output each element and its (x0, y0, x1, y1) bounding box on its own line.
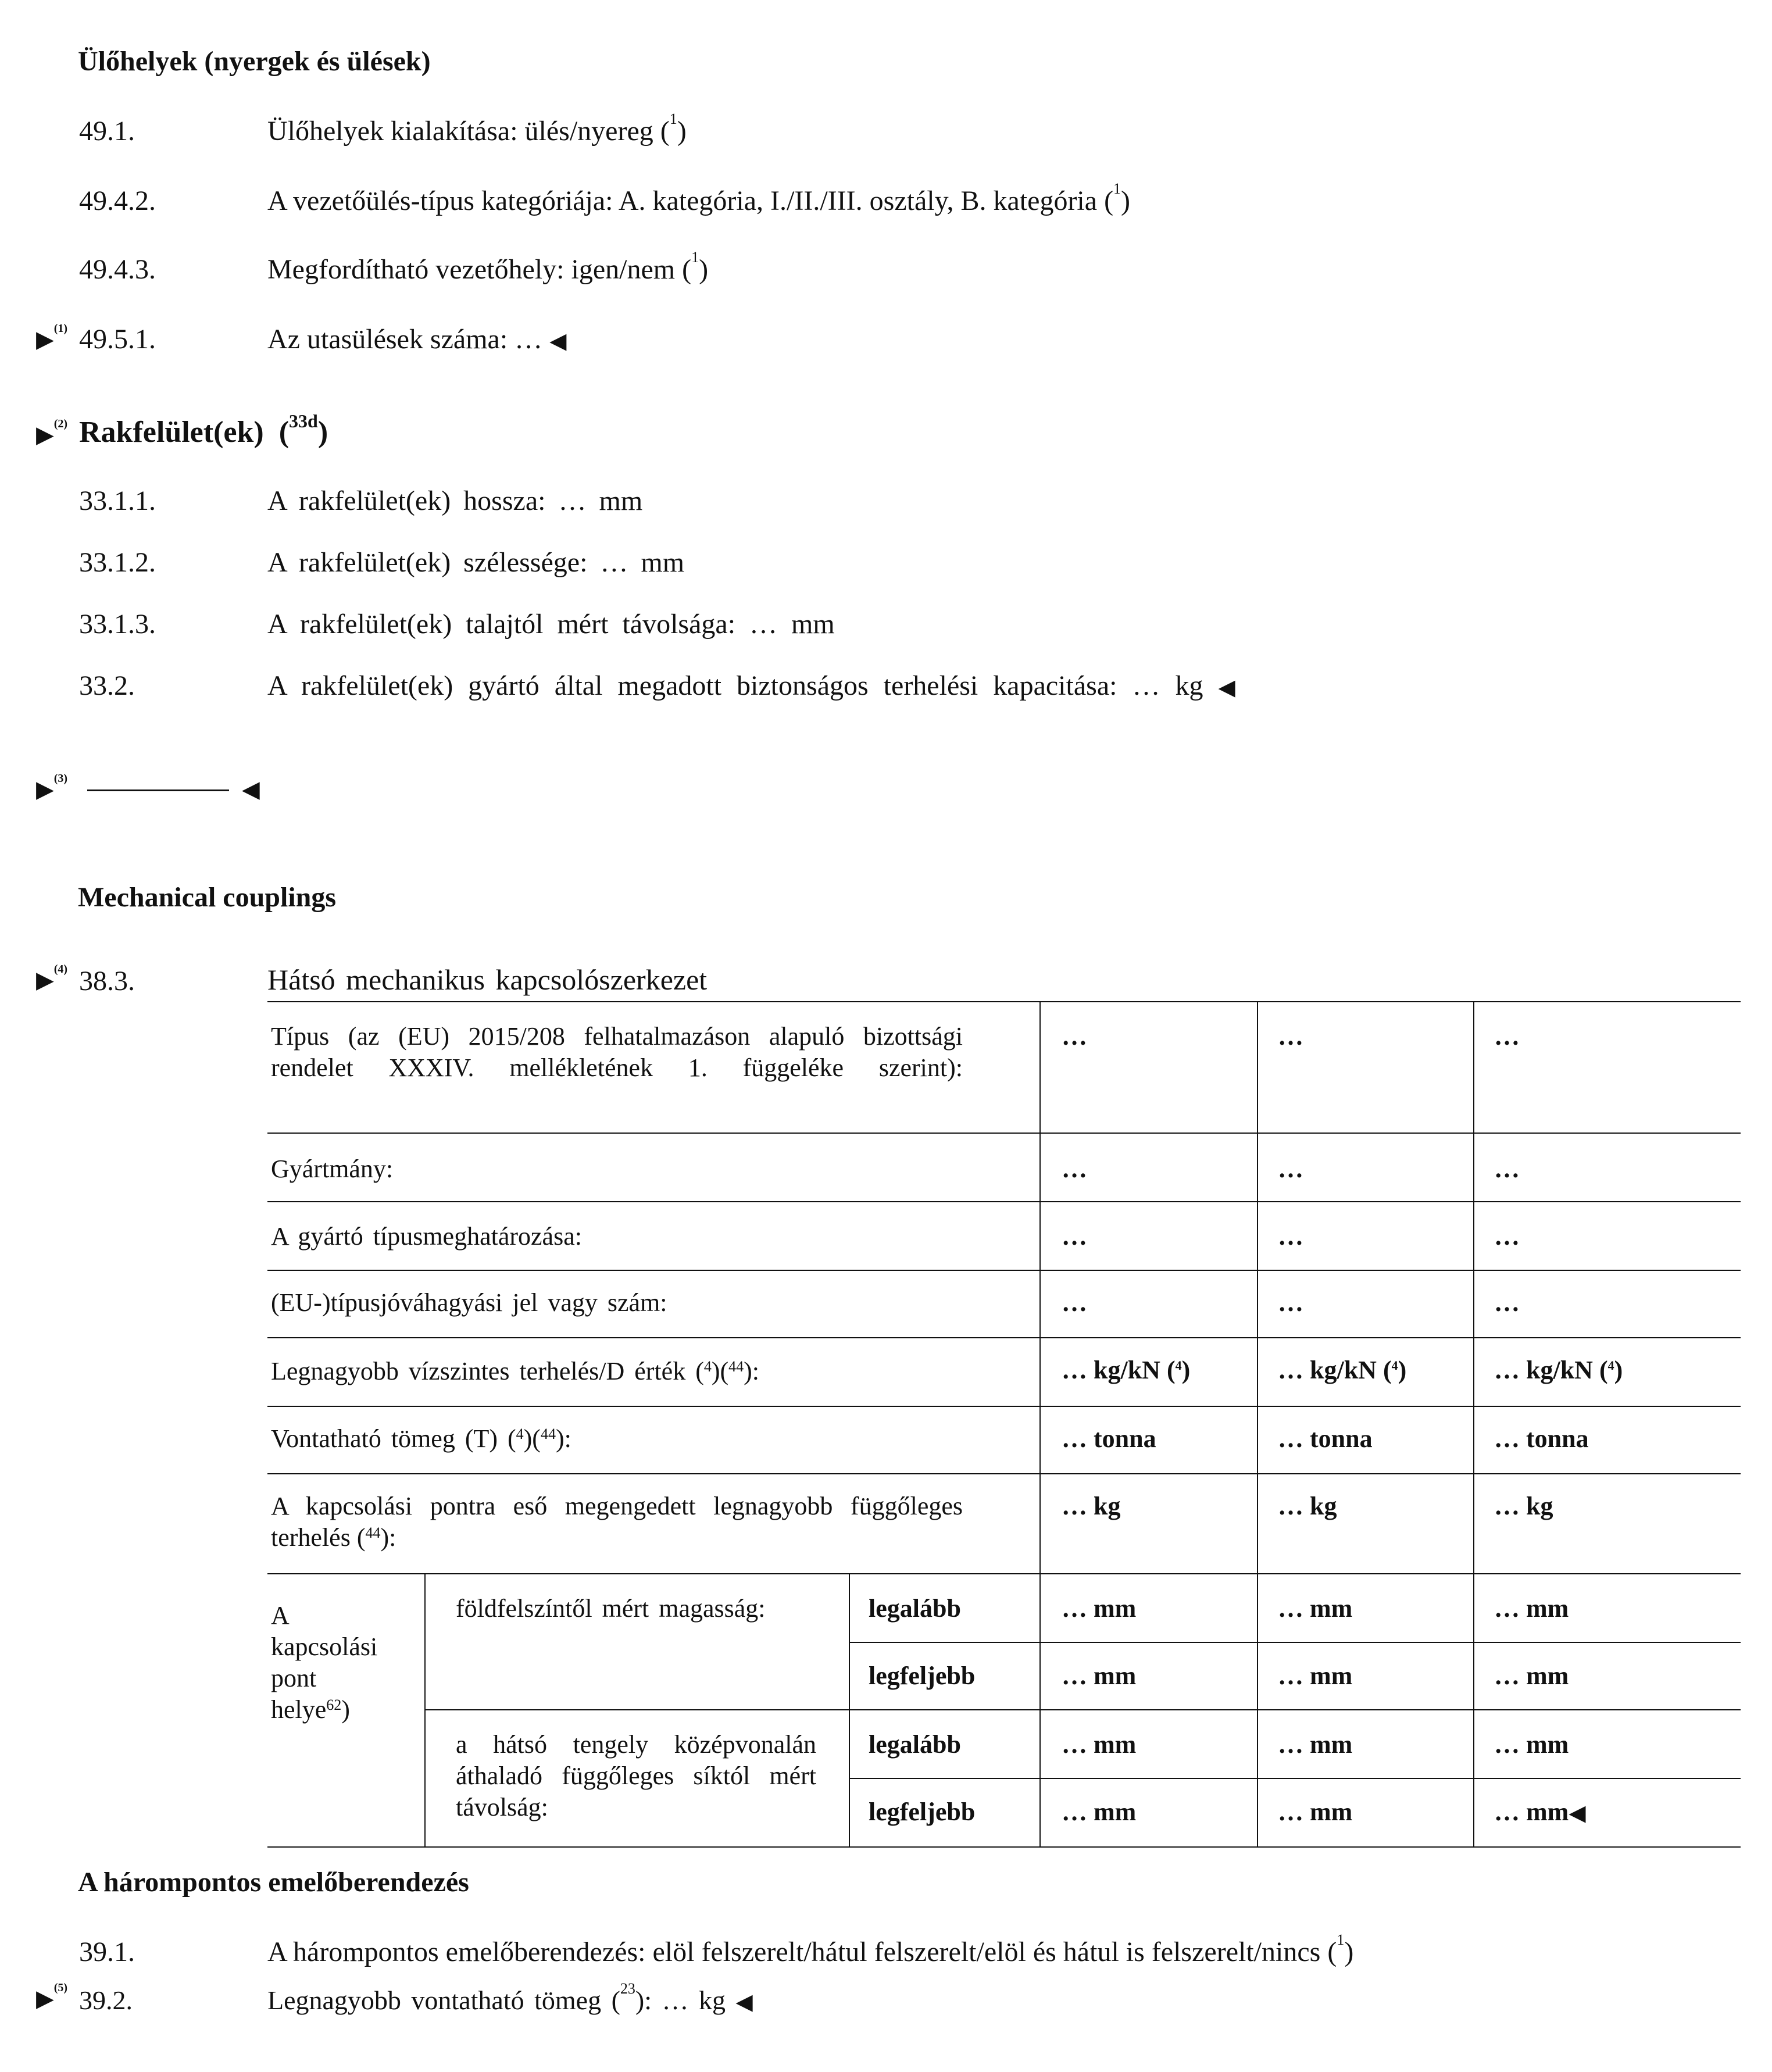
table-cell: … kg/kN ($^4$) (1278, 1356, 1407, 1384)
table-cell: … (1062, 1155, 1087, 1183)
table-row-label: Gyártmány: (271, 1155, 394, 1183)
table-cell: … mm (1494, 1594, 1569, 1623)
item-text: A rakfelület(ek) szélessége: … mm (267, 547, 685, 578)
amendment-marker: ▶$^{(5)}$ (36, 1981, 68, 2012)
end-marker: ◀ (549, 329, 567, 353)
table-cell: … (1494, 1022, 1520, 1051)
table-row-label: A kapcsolási pontra eső megengedett legnagyobb függőleges terhelés ($^{44}$): (271, 1492, 963, 1552)
min-label: legalább (869, 1594, 961, 1623)
height-label: földfelszíntől mért magasság: (456, 1594, 766, 1623)
table-cell: … kg (1278, 1492, 1337, 1520)
item-text: A rakfelület(ek) talajtól mért távolsága: … mm (267, 609, 835, 640)
item-text: A hárompontos emelőberendezés: elöl felszerelt/hátul felszerelt/elöl és hátul is felszerelt/nincs ($^1$) (267, 1931, 1354, 1967)
table-cell: … mm (1494, 1730, 1569, 1759)
item-text: A rakfelület(ek) hossza: … mm (267, 485, 643, 516)
table-row-label: (EU-)típusjóváhagyási jel vagy szám: (271, 1288, 667, 1317)
item-number: 33.2. (79, 670, 135, 701)
table-cell: … (1494, 1288, 1520, 1317)
amendment-marker: ▶$^{(4)}$ (36, 963, 68, 993)
min-label: legalább (869, 1730, 961, 1759)
amendment-marker: ▶$^{(2)}$ (36, 417, 68, 448)
table-row-label: A gyártó típusmeghatározása: (271, 1222, 582, 1251)
amendment-marker: ▶$^{(3)}$ (36, 772, 68, 802)
table-cell: … mm (1062, 1662, 1137, 1690)
table-row-label: Legnagyobb vízszintes terhelés/D érték ($^4$)($^{44}$): (271, 1357, 760, 1385)
table-cell: … mm (1062, 1798, 1137, 1826)
item-number: 39.2. (79, 1985, 133, 2015)
item-text: Az utasülések száma: … ◀ (267, 324, 567, 355)
table-cell: … tonna (1494, 1424, 1589, 1453)
item-number: 49.4.3. (79, 254, 156, 285)
table-cell: … kg (1494, 1492, 1553, 1520)
max-label: legfeljebb (869, 1662, 976, 1690)
item-number: 49.4.2. (79, 185, 156, 216)
deleted-line (87, 789, 229, 791)
table-cell: … (1278, 1222, 1303, 1251)
table-cell: … (1062, 1222, 1087, 1251)
table-cell: … tonna (1062, 1424, 1156, 1453)
item-number: 38.3. (79, 966, 135, 996)
table-cell: … mm (1278, 1798, 1353, 1826)
location-label: A kapcsolási pont helye$^{62}$) (271, 1601, 378, 1724)
item-number: 33.1.2. (79, 547, 156, 578)
rakfelulet-heading: Rakfelület(ek) ($^{33d}$) (79, 410, 328, 449)
item-number: 39.1. (79, 1937, 135, 1967)
table-cell: … (1062, 1022, 1087, 1051)
end-marker: ◀ (735, 1990, 753, 2014)
table-cell: … (1278, 1288, 1303, 1317)
table-cell: … (1494, 1155, 1520, 1183)
coupling-title: Hátsó mechanikus kapcsolószerkezet (267, 963, 708, 996)
table-cell: … mm (1062, 1594, 1137, 1623)
item-text: Ülőhelyek kialakítása: ülés/nyereg ($^1$) (267, 110, 687, 147)
item-number: 33.1.1. (79, 485, 156, 516)
end-marker: ◀ (1218, 676, 1235, 700)
table-cell: … (1278, 1155, 1303, 1183)
item-number: 49.1. (79, 116, 135, 147)
table-row-label: Vontatható tömeg (T) ($^4$)($^{44}$): (271, 1424, 571, 1453)
table-cell: … (1278, 1022, 1303, 1051)
item-text: A vezetőülés-típus kategóriája: A. kategória, I./II./III. osztály, B. kategória ($^1$) (267, 180, 1131, 216)
table-cell: … mm (1278, 1662, 1353, 1690)
mechanical-heading: Mechanical couplings (78, 882, 337, 913)
table-cell: … kg/kN ($^4$) (1062, 1356, 1191, 1384)
max-label: legfeljebb (869, 1798, 976, 1826)
seating-heading: Ülőhelyek (nyergek és ülések) (78, 46, 431, 77)
table-cell: … (1494, 1222, 1520, 1251)
table-row-label: Típus (az (EU) 2015/208 felhatalmazáson alapuló bizottsági rendelet XXXIV. mellékletének 1. függeléke szerint): (271, 1022, 963, 1082)
end-marker: ◀ (1569, 1801, 1586, 1825)
item-text: A rakfelület(ek) gyártó által megadott biztonságos terhelési kapacitása: … kg ◀ (267, 670, 1235, 701)
item-text: Legnagyobb vontatható tömeg ($^{23}$): … kg ◀ (267, 1980, 753, 2015)
table-cell: … mm (1062, 1730, 1137, 1759)
item-number: 33.1.3. (79, 609, 156, 640)
table-cell: … kg/kN ($^4$) (1494, 1356, 1623, 1384)
table-cell: … kg (1062, 1492, 1121, 1520)
table-cell: … mm (1278, 1594, 1353, 1623)
end-marker: ◀ (242, 776, 260, 802)
harompontos-heading: A hárompontos emelőberendezés (78, 1867, 469, 1898)
amendment-marker: ▶$^{(1)}$ (36, 322, 68, 352)
table-cell: … mm (1494, 1662, 1569, 1690)
table-cell: … mm (1278, 1730, 1353, 1759)
item-number: 49.5.1. (79, 324, 156, 355)
table-cell: … tonna (1278, 1424, 1373, 1453)
item-text: Megfordítható vezetőhely: igen/nem ($^1$) (267, 249, 709, 285)
table-cell: … mm◀ (1494, 1798, 1586, 1826)
table-cell: … (1062, 1288, 1087, 1317)
distance-label: a hátsó tengely középvonalán áthaladó függőleges síktól mért távolság: (456, 1730, 816, 1821)
